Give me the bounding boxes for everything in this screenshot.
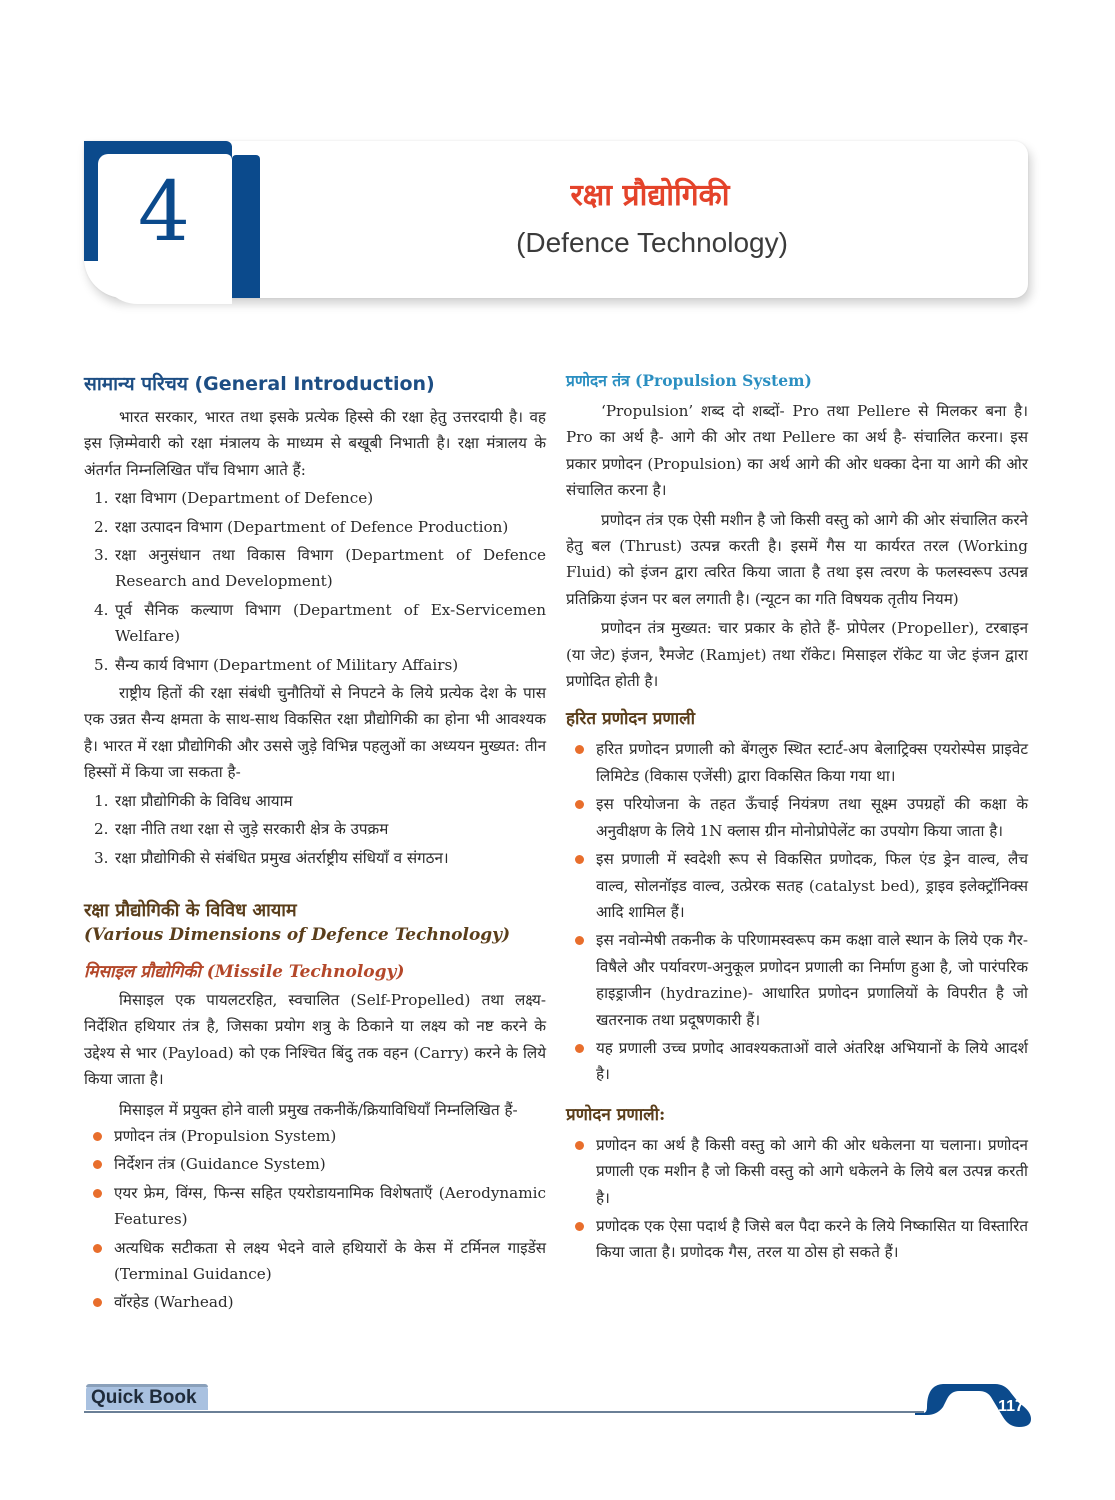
techniques-list xyxy=(84,1123,546,1316)
propulsion-system-heading: प्रणोदन तंत्र (Propulsion System) xyxy=(566,371,812,390)
techniques-intro-paragraph: मिसाइल में प्रयुक्त होने वाली प्रमुख तकनीकें/क्रियाविधियाँ निम्नलिखित हैं- xyxy=(119,1100,518,1119)
list-item: 1. रक्षा विभाग (Department of Defence) xyxy=(94,489,374,508)
list-item: अत्यधिक सटीकता से लक्ष्य भेदने वाले हथियारों के केस में टर्मिनल गाइडेंस (Terminal Guidance) xyxy=(84,1235,546,1288)
list-item: 5. सैन्य कार्य विभाग (Department of Military Affairs) xyxy=(94,655,459,674)
study-parts-list xyxy=(84,788,546,871)
list-item: 2. रक्षा नीति तथा रक्षा से जुड़े सरकारी क्षेत्र के उपक्रम xyxy=(94,820,389,839)
departments-list xyxy=(84,485,546,678)
dimensions-heading-english: (Various Dimensions of Defence Technology) xyxy=(84,924,511,945)
list-item: निर्देशन तंत्र (Guidance System) xyxy=(84,1151,546,1177)
bullet-icon xyxy=(575,1141,584,1150)
bullet-icon xyxy=(93,1298,102,1307)
left-column xyxy=(84,368,546,1318)
propulsion-paragraph-3: प्रणोदन तंत्र मुख्यत: चार प्रकार के होते हैं- प्रोपेलर (Propeller), टरबाइन (या जेट) इंजन, रैमजेट (Ramjet) तथा रॉकेट। मिसाइल रॉकेट या जेट इंजन द्वारा प्रणोदित होती है। xyxy=(566,619,1028,691)
list-item: हरित प्रणोदन प्रणाली को बेंगलुरु स्थित स्टार्ट-अप बेलाट्रिक्स एयरोस्पेस प्राइवेट लिमिटेड (विकास एजेंसी) द्वारा विकसित किया गया था। xyxy=(566,736,1028,789)
bullet-icon xyxy=(575,1044,584,1053)
bullet-icon xyxy=(575,800,584,809)
propulsion-system-list xyxy=(566,1132,1028,1266)
chapter-number: 4 xyxy=(137,165,191,260)
chapter-title-english: (Defence Technology) xyxy=(516,227,788,258)
list-item: प्रणोदन का अर्थ है किसी वस्तु को आगे की ओर धकेलना या चलाना। प्रणोदन प्रणाली एक मशीन है जो किसी वस्तु को आगे धकेलने के लिये बल उत्पन्न करती है। xyxy=(566,1132,1028,1211)
list-item: 4. पूर्व सैनिक कल्याण विभाग (Department of Ex-Servicemen Welfare) xyxy=(94,600,546,646)
list-item: इस नवोन्मेषी तकनीक के परिणामस्वरूप कम कक्षा वाले स्थान के लिये एक गैर-विषैले और पर्यावरण-अनुकूल प्रणोदन प्रणाली का निर्माण हुआ है, जो पारंपरिक हाइड्राजीन (hydrazine)- आधारित प्रणोदन प्रणालियों के विपरीत है जो खतरनाक तथा प्रदूषणकारी हैं। xyxy=(566,927,1028,1033)
missile-technology-heading: मिसाइल प्रौद्योगिकी (Missile Technology) xyxy=(84,961,405,982)
bullet-icon xyxy=(575,1222,584,1231)
book-label: Quick Book xyxy=(91,1387,197,1408)
green-propulsion-heading: हरित प्रणोदन प्रणाली xyxy=(566,709,696,730)
list-item: 1. रक्षा प्रौद्योगिकी के विविध आयाम xyxy=(94,791,293,810)
missile-paragraph: मिसाइल एक पायलटरहित, स्वचालित (Self-Propelled) तथा लक्ष्य-निर्देशित हथियार तंत्र है, जिसका प्रयोग शत्रु के ठिकाने या लक्ष्य को नष्ट करने के उद्देश्य से भार (Payload) को एक निश्चित बिंदु तक वहन (Carry) करने के लिये किया जाता है। xyxy=(84,990,546,1089)
list-item: 2. रक्षा उत्पादन विभाग (Department of Defence Production) xyxy=(94,517,509,536)
green-propulsion-list xyxy=(566,736,1028,1087)
right-column xyxy=(566,368,1028,1268)
propulsion-paragraph-2: प्रणोदन तंत्र एक ऐसी मशीन है जो किसी वस्तु को आगे की ओर संचालित करने हेतु बल (Thrust) उत्पन्न करती है। इसमें गैस या कार्यरत तरल (Working Fluid) को इंजन द्वारा त्वरित किया जाता है तथा इस त्वरण के फलस्वरूप उत्पन्न प्रतिक्रिया इंजन पर बल लगाती है। (न्यूटन का गति विषयक तृतीय नियम) xyxy=(566,510,1028,608)
dimensions-heading-hindi: रक्षा प्रौद्योगिकी के विविध आयाम xyxy=(84,899,297,921)
general-introduction-heading: सामान्य परिचय (General Introduction) xyxy=(84,373,435,395)
list-item: वॉरहेड (Warhead) xyxy=(84,1289,546,1315)
bullet-icon xyxy=(575,936,584,945)
bullet-icon xyxy=(575,855,584,864)
list-item: एयर फ्रेम, विंग्स, फिन्स सहित एयरोडायनामिक विशेषताएँ (Aerodynamic Features) xyxy=(84,1180,546,1233)
page-number: 117 xyxy=(998,1398,1024,1415)
list-item: यह प्रणाली उच्च प्रणोद आवश्यकताओं वाले अंतरिक्ष अभियानों के लिये आदर्श है। xyxy=(566,1035,1028,1088)
list-item: इस प्रणाली में स्वदेशी रूप से विकसित प्रणोदक, फिल एंड ड्रेन वाल्व, लैच वाल्व, सोलनॉइड वाल्व, उत्प्रेरक सतह (catalyst bed), ड्राइव इलेक्ट्रॉनिक्स आदि शामिल हैं। xyxy=(566,846,1028,925)
footer-rule xyxy=(84,1411,924,1413)
intro-paragraph: भारत सरकार, भारत तथा इसके प्रत्येक हिस्से की रक्षा हेतु उत्तरदायी है। वह इस ज़िम्मेवारी को रक्षा मंत्रालय के माध्यम से बखूबी निभाती है। रक्षा मंत्रालय के अंतर्गत निम्नलिखित पाँच विभाग आते हैं: xyxy=(84,408,546,479)
list-item: इस परियोजना के तहत ऊँचाई नियंत्रण तथा सूक्ष्म उपग्रहों की कक्षा के अनुवीक्षण के लिये 1N क्लास ग्रीन मोनोप्रोपेलेंट का उपयोग किया जाता है। xyxy=(566,791,1028,844)
bullet-icon xyxy=(93,1244,102,1253)
bullet-icon xyxy=(575,745,584,754)
propulsion-system-subheading: प्रणोदन प्रणाली: xyxy=(566,1104,666,1125)
list-item: प्रणोदक एक ऐसा पदार्थ है जिसे बल पैदा करने के लिये निष्कासित या विस्तारित किया जाता है। प्रणोदक गैस, तरल या ठोस हो सकते हैं। xyxy=(566,1213,1028,1266)
bullet-icon xyxy=(93,1132,102,1141)
propulsion-paragraph-1: ‘Propulsion’ शब्द दो शब्दों- Pro तथा Pellere से मिलकर बना है। Pro का अर्थ है- आगे की ओर तथा Pellere का अर्थ है- संचालित करना। इस प्रकार प्रणोदन (Propulsion) का अर्थ आगे की ओर धक्का देना या आगे की ओर संचालित करना है। xyxy=(566,402,1028,500)
chapter-title-hindi: रक्षा प्रौद्योगिकी xyxy=(570,178,730,213)
bullet-icon xyxy=(93,1189,102,1198)
list-item: 3. रक्षा प्रौद्योगिकी से संबंधित प्रमुख अंतर्राष्ट्रीय संधियाँ व संगठन। xyxy=(94,848,449,867)
bullet-icon xyxy=(93,1160,102,1169)
list-item: 3. रक्षा अनुसंधान तथा विकास विभाग (Department of Defence Research and Development) xyxy=(94,546,546,591)
list-item: प्रणोदन तंत्र (Propulsion System) xyxy=(84,1123,546,1149)
second-paragraph: राष्ट्रीय हितों की रक्षा संबंधी चुनौतियों से निपटने के लिये प्रत्येक देश के पास एक उन्नत सैन्य क्षमता के साथ-साथ विकसित रक्षा प्रौद्योगिकी का होना भी आवश्यक है। भारत में रक्षा प्रौद्योगिकी और उससे जुड़े विभिन्न पहलुओं का अध्ययन मुख्यत: तीन हिस्सों में किया जा सकता है- xyxy=(84,684,546,782)
